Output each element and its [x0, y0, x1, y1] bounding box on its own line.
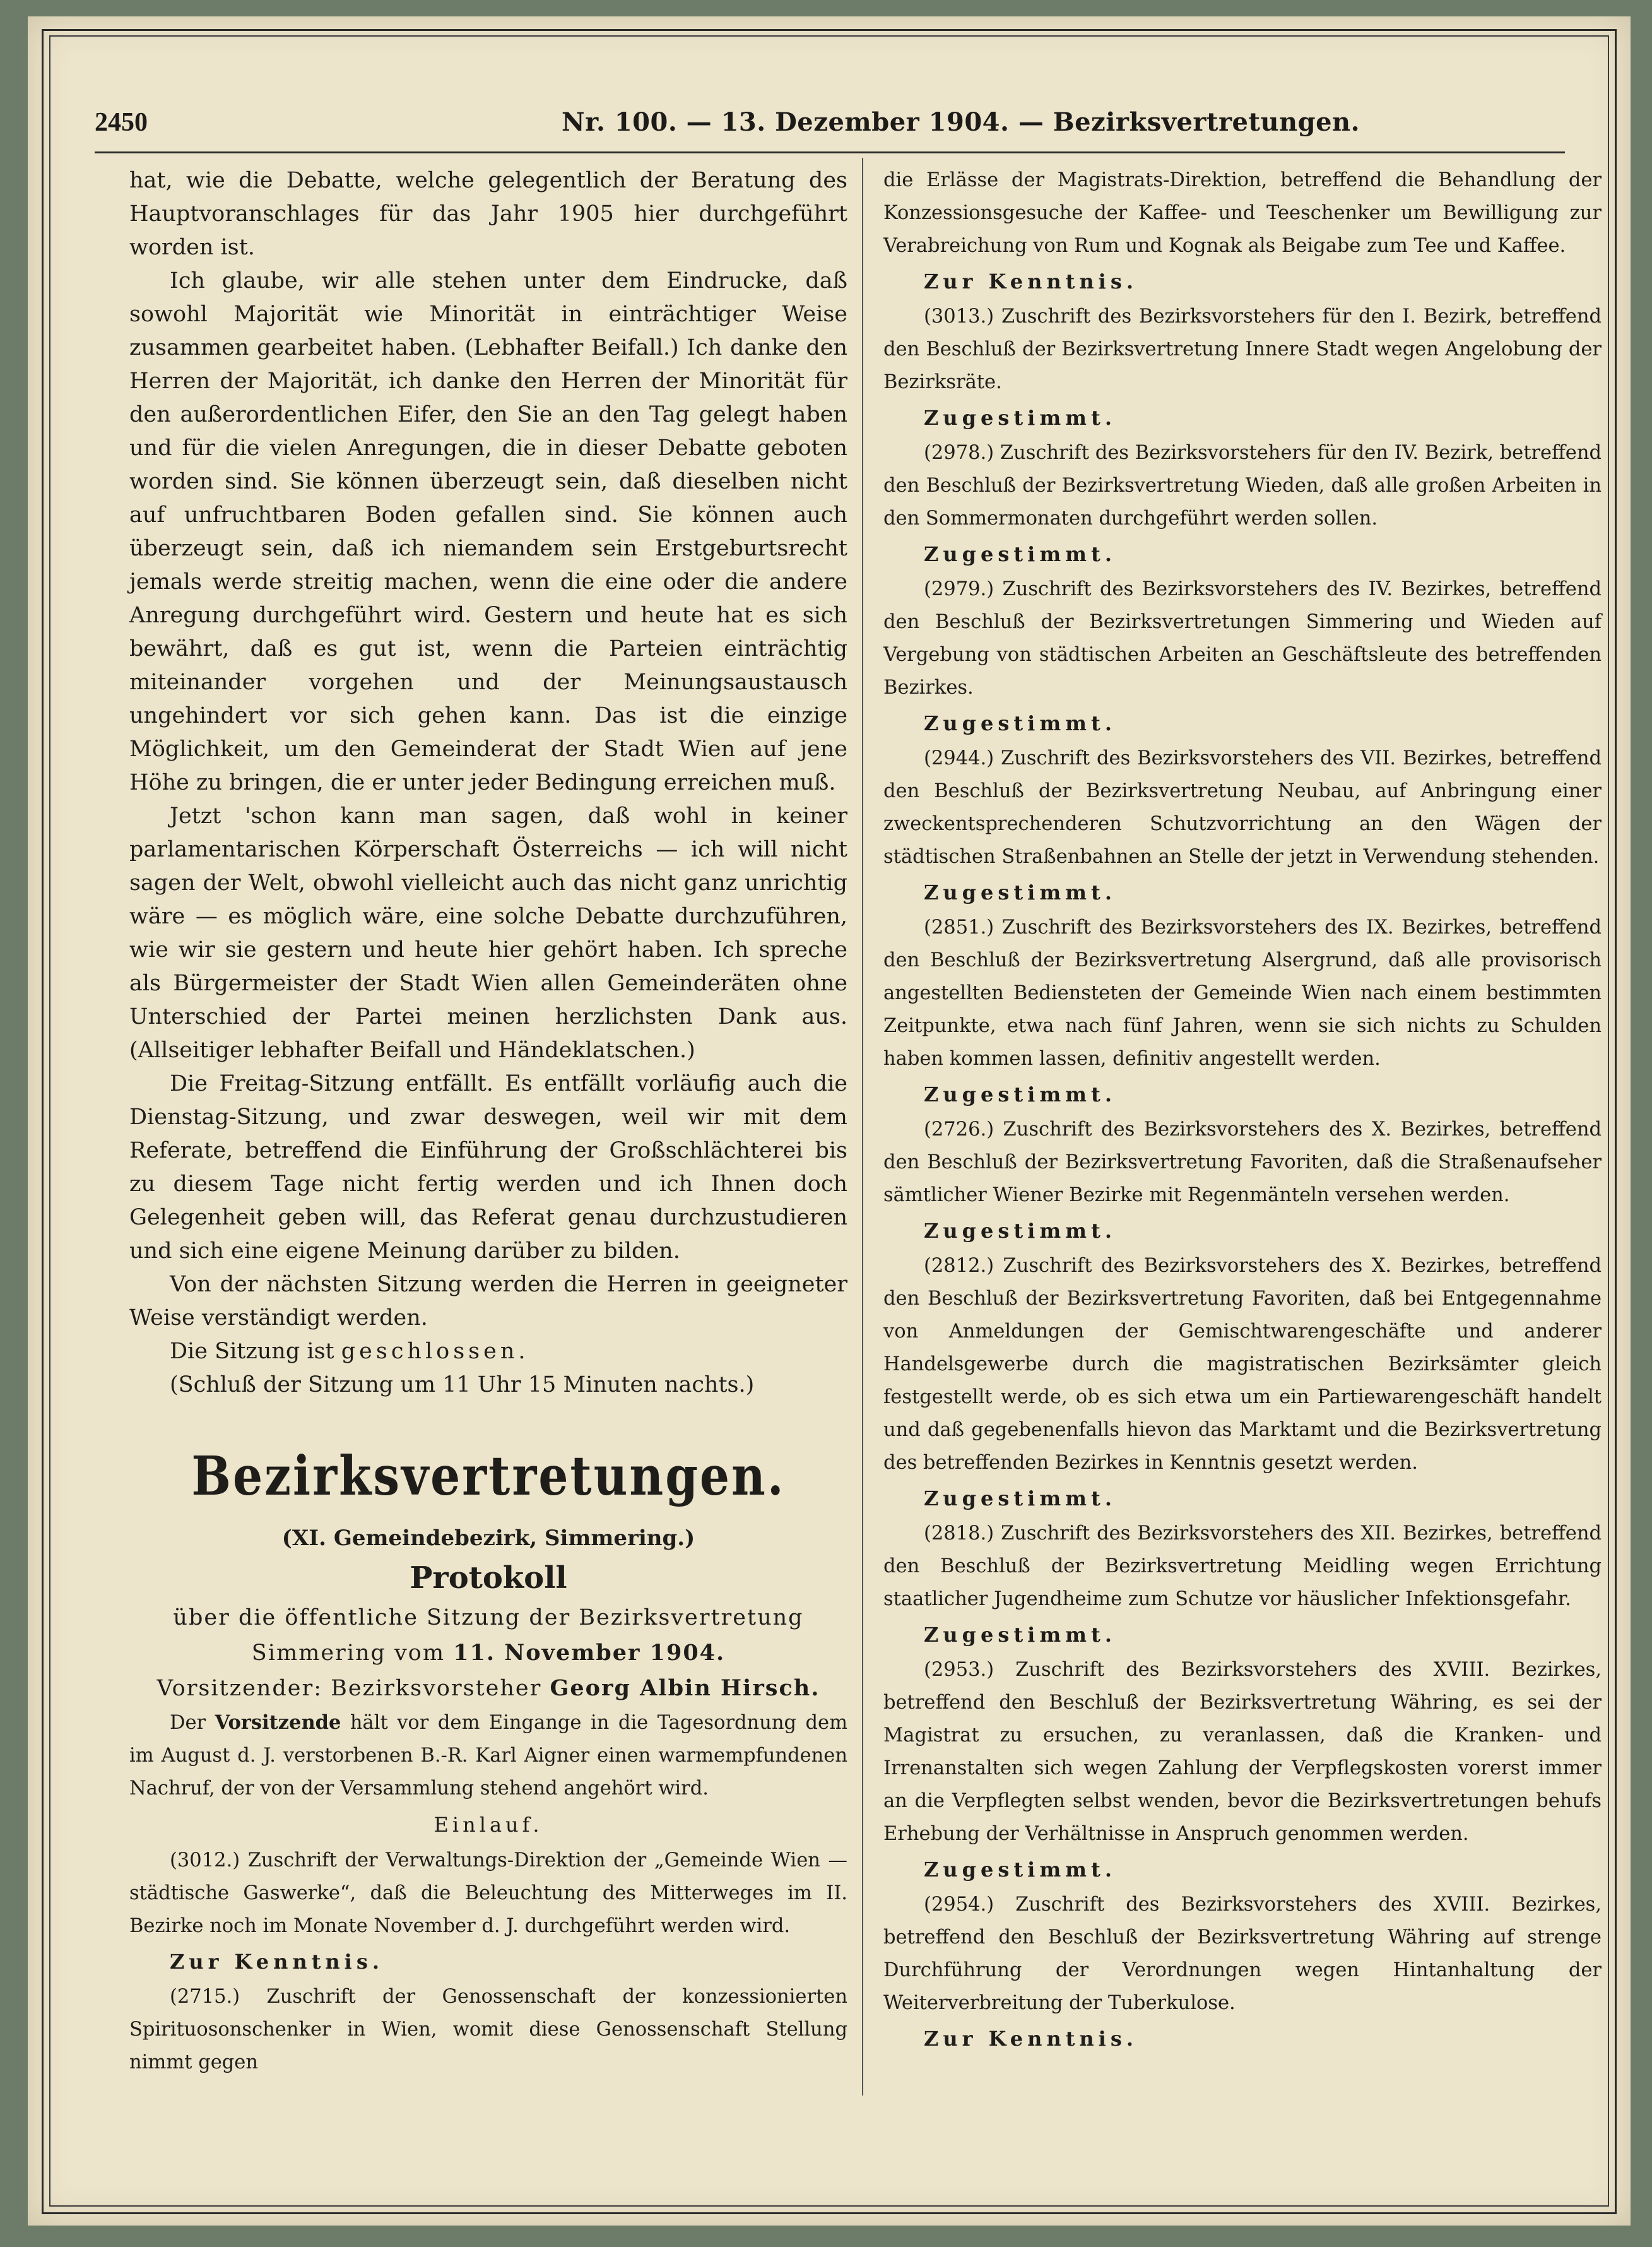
section-title: Bezirksvertretungen. — [191, 1445, 786, 1508]
right-column — [883, 164, 1602, 2058]
agenda-decision: Zugestimmt. — [924, 711, 1116, 735]
agenda-item: (2953.) Zuschrift des Bezirksvorstehers des XVIII. Bezirkes, betreffend den Beschluß der Bezirksvertretung Währing, es sei der Magistrat zu ersuchen, zu veranlassen, daß die Kranken- und Irrenanstalten sich wegen Zahlung der Verpflegskosten vorerst immer an die Verpflegten selbst wenden, bevor die Bezirksvertretungen behufs Erhebung der Verhältnisse in Anspruch genommen werden. — [883, 1659, 1602, 1845]
agenda-decision: Zur Kenntnis. — [924, 2027, 1138, 2051]
running-header — [95, 107, 1565, 145]
speech-paragraph: Von der nächsten Sitzung werden die Herren in geeigneter Weise verständigt werden. — [129, 1272, 847, 1331]
agenda-decision: Zur Kenntnis. — [170, 1950, 384, 1974]
agenda-item: (2978.) Zuschrift des Bezirksvorstehers für den IV. Bezirk, betreffend den Beschluß der Bezirksvertretung Wieden, daß alle großen Arbeiten in den Sommermonaten durchgeführt werden sollen. — [883, 442, 1602, 530]
agenda-decision: Zugestimmt. — [924, 1858, 1116, 1882]
agenda-decision: Zugestimmt. — [924, 542, 1116, 566]
chair-line — [129, 1671, 847, 1706]
agenda-item: (2715.) Zuschrift der Genossenschaft der konzessionierten Spirituosonschenker in Wien, womit diese Genossenschaft Stellung nimmt gegen — [129, 1986, 847, 2073]
agenda-item-continuation: die Erlässe der Magistrats-Direktion, betreffend die Behandlung der Konzessionsgesuche der Kaffee- und Teeschenker um Bewilligung zur Verabreichung von Rum und Kognak als Beigabe zum Tee und Kaffee. — [883, 169, 1602, 257]
speech-paragraph: Ich glaube, wir alle stehen unter dem Eindrucke, daß sowohl Majorität wie Minorität in einträchtiger Weise zusammen gearbeitet haben. (Lebhafter Beifall.) Ich danke den Herren der Majorität, ich danke den Herren der Minorität für den außerordentlichen Eifer, den Sie an den Tag gelegt haben und für die vielen Anregungen, die in dieser Debatte geboten worden sind. Sie können überzeugt sein, daß dieselben nicht auf unfruchtbaren Boden gefallen sind. Sie können auch überzeugt sein, daß ich niemandem sein Erstgeburtsrecht jemals werde streitig machen, wenn die eine oder die andere Anregung durchgeführt wird. Gestern und heute hat es sich bewährt, daß es gut ist, wenn die Parteien einträchtig miteinander vorgehen und der Meinungsaustausch ungehindert vor sich gehen kann. Das ist die einzige Möglichkeit, um den Gemeinderat der Stadt Wien auf jene Höhe zu bringen, die er unter jeder Bedingung erreichen muß. — [129, 268, 847, 795]
agenda-item: (3012.) Zuschrift der Verwaltungs-Direktion der „Gemeinde Wien — städtische Gaswerke“, daß die Beleuchtung des Mitterweges im II. Bezirke noch im Monate November d. J. durchgeführt werden wird. — [129, 1849, 847, 1937]
agenda-decision: Zugestimmt. — [924, 880, 1116, 904]
closing-word: geschlossen. — [341, 1339, 529, 1364]
protocol-title: Protokoll — [410, 1560, 567, 1596]
left-column — [129, 164, 847, 2079]
closing-statement — [129, 1335, 847, 1368]
column-divider — [862, 158, 863, 2096]
nachruf-text: hält vor dem Eingange in die Tagesordnung dem im August d. J. verstorbenen B.-R. Karl Aigner einen warmempfundenen Nachruf, der von der Versammlung stehend angehört wird. — [129, 1712, 848, 1799]
running-title: Nr. 100. — 13. Dezember 1904. — Bezirksvertretungen. — [562, 107, 1360, 137]
agenda-decision: Zugestimmt. — [924, 1219, 1116, 1243]
agenda-decision: Zugestimmt. — [924, 1082, 1116, 1106]
agenda-item: (2944.) Zuschrift des Bezirksvorstehers des VII. Bezirkes, betreffend den Beschluß der Bezirksvertretung Neubau, auf Anbringung einer zweckentsprechenderen Schutzvorrichtung an den Wägen der städtischen Straßenbahnen an Stelle der jetzt in Verwendung stehenden. — [883, 747, 1602, 868]
speech-paragraph: Jetzt 'schon kann man sagen, daß wohl in keiner parlamentarischen Körperschaft Österreichs — ich will nicht sagen der Welt, obwohl vielleicht auch das nicht ganz unrichtig wäre — es möglich wäre, eine solche Debatte durchzuführen, wie wir sie gestern und heute hier gehört haben. Ich spreche als Bürgermeister der Stadt Wien allen Gemeinderäten ohne Unterschied der Partei meinen herzlichsten Dank aus. (Allseitiger lebhafter Beifall und Händeklatschen.) — [129, 803, 847, 1063]
header-rule — [95, 151, 1565, 153]
agenda-decision: Zugestimmt. — [924, 1486, 1116, 1510]
protocol-line: über die öffentliche Sitzung der Bezirksvertretung — [173, 1605, 804, 1630]
chair-prefix: Vorsitzender: Bezirksvorsteher — [156, 1676, 550, 1701]
nachruf-speaker: Vorsitzende — [215, 1711, 341, 1734]
agenda-decision: Zugestimmt. — [924, 406, 1116, 430]
district-heading: (XI. Gemeindebezirk, Simmering.) — [281, 1526, 695, 1551]
agenda-item: (2851.) Zuschrift des Bezirksvorstehers des IX. Bezirkes, betreffend den Beschluß der Bezirksvertretung Alsergrund, daß alle provisorisch angestellten Bediensteten der Gemeinde Wien nach einem bestimmten Zeitpunkte, etwa nach fünf Jahren, wenn sie sich nichts zu Schulden haben kommen lassen, definitiv angestellt werden. — [883, 916, 1602, 1070]
protocol-date: 11. November 1904. — [453, 1640, 726, 1666]
agenda-item: (2954.) Zuschrift des Bezirksvorstehers des XVIII. Bezirkes, betreffend den Beschluß der Bezirksvertretung Währing auf strenge Durchführung der Verordnungen wegen Hintanhaltung der Weiterverbreitung der Tuberkulose. — [883, 1894, 1602, 2014]
closing-prefix: Die Sitzung ist — [170, 1339, 341, 1364]
nachruf-paragraph — [129, 1706, 847, 1805]
speech-paragraph: hat, wie die Debatte, welche gelegentlich der Beratung des Hauptvoranschlages für das Jahr 1905 hier durchgeführt worden ist. — [129, 168, 847, 260]
agenda-item: (2812.) Zuschrift des Bezirksvorstehers des X. Bezirkes, betreffend den Beschluß der Bezirksvertretung Favoriten, daß bei Entgegennahme von Anmeldungen der Gemischtwarengeschäfte und anderer Handelsgewerbe durch die magistratischen Bezirksämter gleich festgestellt werde, ob es sich etwa um ein Partiewarengeschäft handelt und daß gegebenenfalls hievon das Marktamt und die Bezirksvertretung des betreffenden Bezirkes in Kenntnis gesetzt werden. — [883, 1255, 1602, 1474]
speech-paragraph: Die Freitag-Sitzung entfällt. Es entfällt vorläufig auch die Dienstag-Sitzung, und zwar deswegen, weil wir mit dem Referate, betreffend die Einführung der Großschlächterei bis zu diesem Tage nicht fertig werden und ich Ihnen doch Gelegenheit geben will, das Referat genau durchzustudieren und sich eine eigene Meinung darüber zu bilden. — [129, 1071, 847, 1264]
chair-name: Georg Albin Hirsch. — [550, 1675, 820, 1701]
closing-time: (Schluß der Sitzung um 11 Uhr 15 Minuten nachts.) — [170, 1372, 755, 1397]
protocol-date-prefix: Simmering vom — [251, 1640, 454, 1666]
nachruf-prefix: Der — [170, 1712, 215, 1734]
agenda-decision: Zugestimmt. — [924, 1623, 1116, 1647]
agenda-item: (2726.) Zuschrift des Bezirksvorstehers des X. Bezirkes, betreffend den Beschluß der Bezirksvertretung Favoriten, daß die Straßenaufseher sämtlicher Wiener Bezirke mit Regenmänteln versehen werden. — [883, 1118, 1602, 1206]
agenda-decision: Zur Kenntnis. — [924, 270, 1138, 293]
agenda-item: (2818.) Zuschrift des Bezirksvorstehers des XII. Bezirkes, betreffend den Beschluß der Bezirksvertretung Meidling wegen Errichtung staatlicher Jugendheime zum Schutze vor häuslicher Infektionsgefahr. — [883, 1522, 1602, 1610]
page-number: 2450 — [95, 108, 148, 137]
einlauf-heading: Einlauf. — [434, 1813, 543, 1837]
agenda-item: (2979.) Zuschrift des Bezirksvorstehers des IV. Bezirkes, betreffend den Beschluß der Bezirksvertretungen Simmering und Wieden auf Vergebung von städtischen Arbeiten an Geschäftsleute des betreffenden Bezirkes. — [883, 578, 1602, 699]
protocol-date-line — [129, 1635, 847, 1671]
agenda-item: (3013.) Zuschrift des Bezirksvorstehers für den I. Bezirk, betreffend den Beschluß der Bezirksvertretung Innere Stadt wegen Angelobung der Bezirksräte. — [883, 305, 1602, 393]
